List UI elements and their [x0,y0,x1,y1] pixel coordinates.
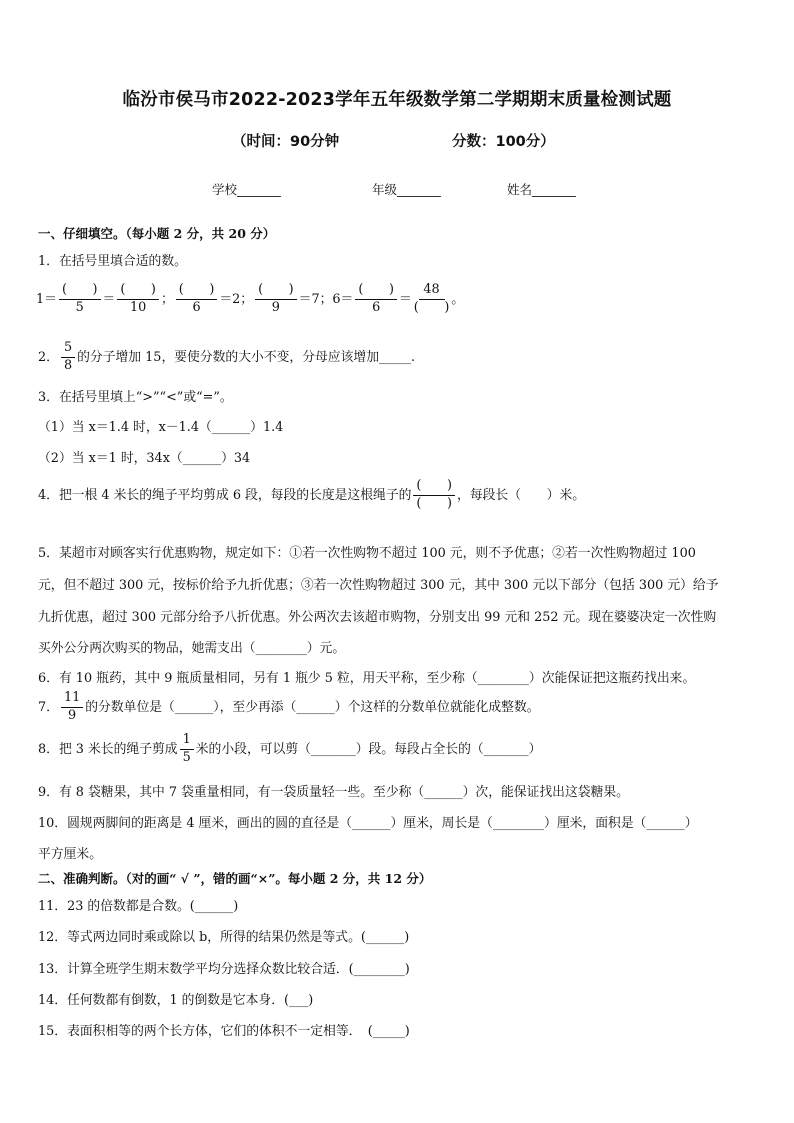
question-13: 13．计算全班学生期末数学平均分选择众数比较合适．(________) [38,962,410,977]
fraction [414,284,450,315]
eq-text: ； [160,291,174,307]
numerator[interactable]: ( ) [59,284,101,300]
denominator: 10 [129,299,147,315]
numerator: 48 [419,284,445,300]
question-2 [38,342,415,373]
question-10-line-2: 平方厘米。 [38,847,102,862]
question-15: 15．表面积相等的两个长方体，它们的体积不一定相等． (_____) [38,1024,410,1039]
question-12: 12．等式两边同时乘或除以 b，所得的结果仍然是等式。(______) [38,930,410,945]
question-14: 14．任何数都有倒数，1 的倒数是它本身．(___) [38,993,314,1008]
section-2-heading: 二、准确判断。（对的画“ √ ”，错的画“×”。每小题 2 分，共 12 分） [38,871,432,886]
denominator[interactable]: ( ) [416,495,453,511]
eq-text: 1＝ [36,291,57,307]
question-3b: （2）当 x＝1 时，34x（______）34 [38,451,251,466]
denominator: 9 [271,299,280,315]
denominator[interactable]: ( ) [413,299,450,315]
eq-text: ＝ [102,291,116,307]
question-1: 1．在括号里填合适的数。 [38,254,187,269]
numerator[interactable]: ( ) [117,284,159,300]
fraction [355,284,397,315]
fraction [176,284,218,315]
fraction [255,284,297,315]
question-1-equations [36,284,464,315]
eq-text: ＝ [398,291,412,307]
fraction [61,692,83,723]
school-field[interactable]: 学校_______ [212,182,281,197]
name-field[interactable]: 姓名_______ [507,182,576,197]
question-5-line-1: 5．某超市对顾客实行优惠购物，规定如下：①若一次性购物不超过 100 元，则不予优惠；②若一次性购物超过 100 [38,546,696,561]
section-1-heading: 一、仔细填空。（每小题 2 分，共 20 分） [38,226,276,241]
fraction [180,734,194,765]
fraction [117,284,159,315]
fraction [59,284,101,315]
question-3a: （1）当 x＝1.4 时，x－1.4（______）1.4 [38,420,284,435]
question-text: 4．把一根 4 米长的绳子平均剪成 6 段，每段的长度是这根绳子的 [38,487,412,503]
question-7 [38,692,540,723]
question-5-line-3: 九折优惠，超过 300 元部分给予八折优惠。外公两次去该超市购物，分别支出 99 元和 252 元。现在婆婆决定一次性购 [38,610,717,625]
eq-text: 。 [451,291,465,307]
numerator: 5 [61,342,75,358]
eq-text: ＝7；6＝ [298,291,354,307]
numerator[interactable]: ( ) [255,284,297,300]
page-title: 临汾市侯马市2022-2023学年五年级数学第二学期期末质量检测试题 [122,90,672,110]
denominator: 5 [75,299,84,315]
numerator: 1 [180,734,194,750]
grade-field[interactable]: 年级_______ [372,182,441,197]
question-text: 8．把 3 米长的绳子剪成 [38,741,178,757]
fraction [61,342,75,373]
question-5-line-2: 元，但不超过 300 元，按标价给予九折优惠；③若一次性购物超过 300 元，其中 300 元以下部分（包括 300 元）给予 [38,578,719,593]
question-11: 11．23 的倍数都是合数。(______) [38,899,239,914]
question-6: 6．有 10 瓶药，其中 9 瓶质量相同，另有 1 瓶少 5 粒，用天平称，至少称（________）次能保证把这瓶药找出来。 [38,671,696,686]
exam-score: 分数：100分） [452,134,555,150]
question-text: 的分数单位是（______），至少再添（______）个这样的分数单位就能化成整数。 [85,699,540,715]
question-8 [38,734,541,765]
question-9: 9．有 8 袋糖果，其中 7 袋重量相同，有一袋质量轻一些。至少称（______）次，能保证找出这袋糖果。 [38,785,629,800]
numerator[interactable]: ( ) [355,284,397,300]
numerator: 11 [61,692,83,708]
fraction [413,480,455,511]
denominator: 9 [68,707,77,723]
question-5-line-4: 买外公分两次购买的物品，她需支出（________）元。 [38,641,346,656]
denominator: 6 [192,299,201,315]
denominator: 5 [182,749,191,765]
question-number: 7． [38,699,59,715]
exam-time: （时间：90分钟 [232,134,340,150]
question-text: ，每段长（ ）米。 [457,487,585,503]
eq-text: ＝2； [219,291,254,307]
numerator[interactable]: ( ) [176,284,218,300]
question-text: 的分子增加 15，要使分数的大小不变，分母应该增加_____. [77,349,416,365]
question-3: 3．在括号里填上“>”“<”或“=”。 [38,390,233,405]
denominator: 8 [63,357,73,373]
numerator[interactable]: ( ) [413,480,455,496]
question-10-line-1: 10．圆规两脚间的距离是 4 厘米，画出的圆的直径是（______）厘米，周长是（________）厘米，面积是（______） [38,816,698,831]
question-text: 米的小段，可以剪（_______）段。每段占全长的（_______） [195,741,542,757]
question-number: 2． [38,349,59,365]
denominator: 6 [372,299,381,315]
question-4 [38,480,585,511]
